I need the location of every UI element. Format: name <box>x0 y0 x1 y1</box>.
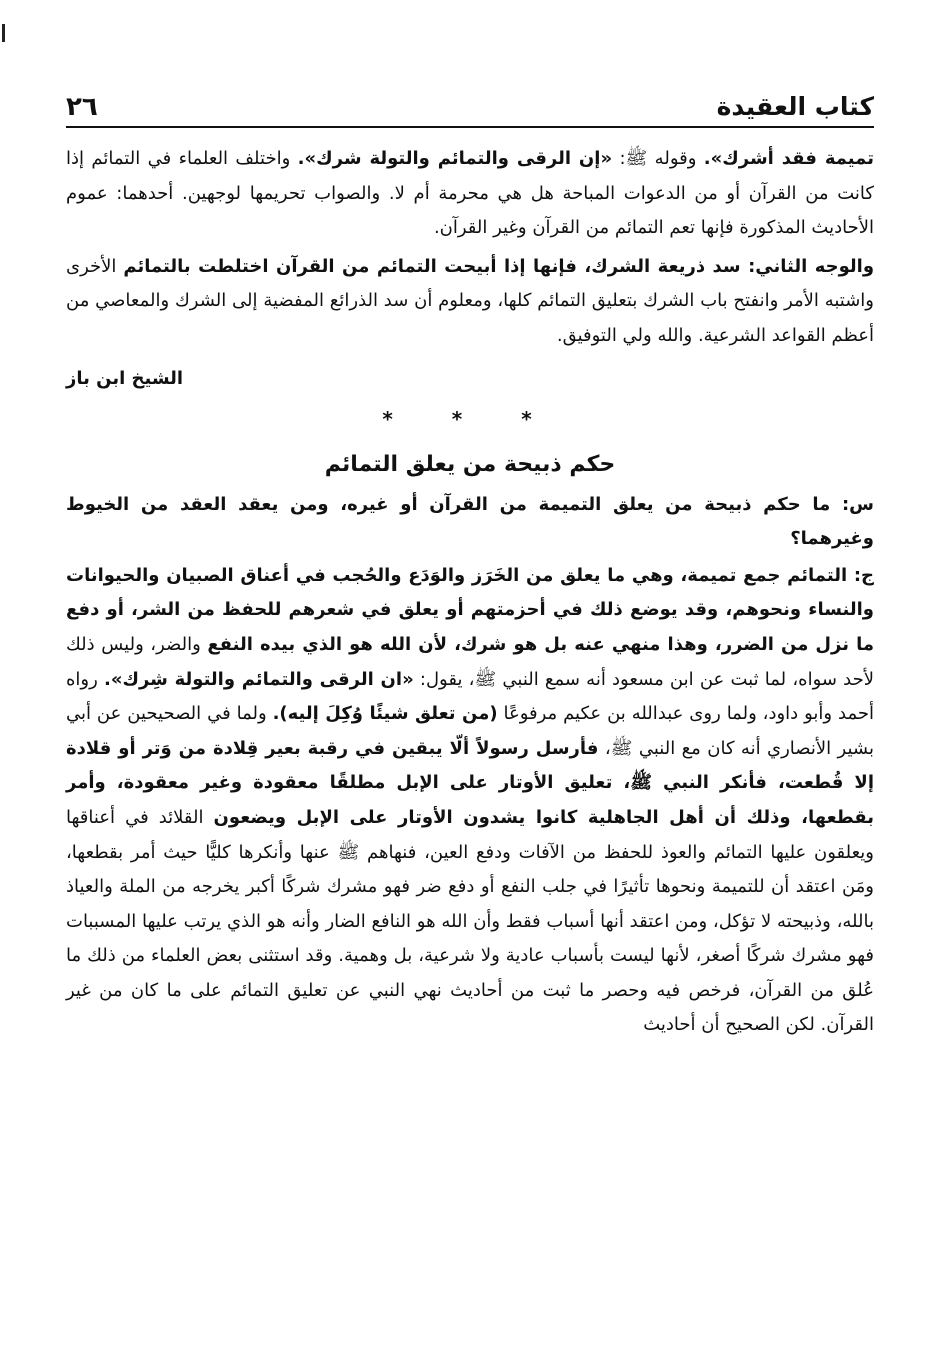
answer-text-2: والضر، وليس ذلك لأحد سواه، لما ثبت عن ابن مسعود أنه سمع النبي ﷺ، يقول: <box>66 633 874 690</box>
answer-bold-1: ج: التمائم جمع تميمة، وهي ما يعلق من الخَرَز والوَدَع والحُجب في أعناق الصبيان والحيوانات والنساء ونحوهم، وقد يوضع ذلك في أحزمتهم أو يعلق في شعرهم للحفظ من الشر، أو دفع ما نزل من الضرر، وهذا منهي عنه بل هو شرك، لأن الله هو الذي بيده النفع <box>66 564 875 655</box>
hadith-fragment-bold: تميمة فقد أشرك». <box>703 148 874 169</box>
question-text: س: ما حكم ذبيحة من يعلق التميمة من القرآن أو غيره، ومن يعقد العقد من الخيوط وغيرهما؟ <box>66 493 874 550</box>
page-number: ٢٦ <box>66 92 98 122</box>
paragraph-text: واختلف العلماء في التمائم إذا كانت من القرآن أو من الدعوات المباحة هل هي محرمة أم لا. والصواب تحريمها لوجهين. أحدهما: عموم الأحاديث المذكورة فإنها تعم التمائم من القرآن وغير القرآن. <box>66 148 874 239</box>
paragraph-second-reason <box>66 250 874 354</box>
answer-text-6: ولما في الصحيحين عن أبي بشير الأنصاري أنه كان مع النبي ﷺ، <box>66 703 874 759</box>
answer-text-8: القلائد في أعناقها ويعلقون عليها التمائم والعوذ للحفظ من الآفات ودفع العين، فنهاهم ﷺ عنها وأنكرها كليًّا حيث أمر بقطعها، ومَن اعتقد أن للتميمة ونحوها تأثيرًا في جلب النفع أو دفع ضر فهو مشرك شركًا أكبر يخرجه من الملة والعياذ بالله، وذبيحته لا تؤكل، ومن اعتقد أنها أسباب فقط وأن الله هو النافع الضار وأنه هو الذي يرتب عليها المسببات فهو مشرك شركًا أصغر، لأنها ليست بأسباب عادية ولا شرعية، بل وهمية. وقد استثنى بعض العلماء من ذلك ما عُلق من القرآن، فرخص فيه وحصر ما ثبت من أحاديث نهي النبي عن تعليق التمائم على ما كان من غير القرآن. لكن الصحيح أن أحاديث <box>66 806 874 1036</box>
scan-mark <box>2 24 5 42</box>
answer-hadith-2-bold: (من تعلق شيئًا وُكِلَ إليه). <box>272 703 498 725</box>
hadith-quote-bold: «إن الرقى والتمائم والتولة شرك». <box>297 148 613 169</box>
answer-hadith-bold: «ان الرقى والتمائم والتولة شِرك». <box>104 668 414 690</box>
author-signature: الشيخ ابن باز <box>66 367 184 389</box>
paragraph-amulets-ruling <box>66 142 874 246</box>
section-title: حكم ذبيحة من يعلق التمائم <box>324 451 616 477</box>
second-reason-bold: والوجه الثاني: سد ذريعة الشرك، فإنها إذا أبيحت التمائم من القرآن اختلطت بالتمائم <box>123 255 875 277</box>
paragraph-text: وقوله ﷺ: <box>612 148 704 169</box>
running-title: كتاب العقيدة <box>716 92 874 121</box>
answer-text <box>66 559 874 1043</box>
page-header <box>66 88 874 128</box>
answer-bold-7: فأرسل رسولاً ألّا يبقين في رقبة بعير قِلادة من وَتر أو قلادة إلا قُطعت، فأنكر النبي ﷺ، تعليق الأوتار على الإبل مطلقًا معقودة وغير معقودة، وأمر بقطعها، وذلك أن أهل الجاهلية كانوا يشدون الأوتار على الإبل ويضعون <box>66 737 875 828</box>
paragraph-text: الأخرى واشتبه الأمر وانفتح باب الشرك بتعليق التمائم كلها، ومعلوم أن سد الذرائع المفضية إلى الشرك والمعاصي من أعظم القواعد الشرعية. والله ولي التوفيق. <box>66 255 874 346</box>
answer-text-4: رواه أحمد وأبو داود، ولما روى عبدالله بن عكيم مرفوعًا <box>66 668 874 725</box>
section-separator: * * * <box>382 406 558 431</box>
book-page <box>66 88 874 1043</box>
